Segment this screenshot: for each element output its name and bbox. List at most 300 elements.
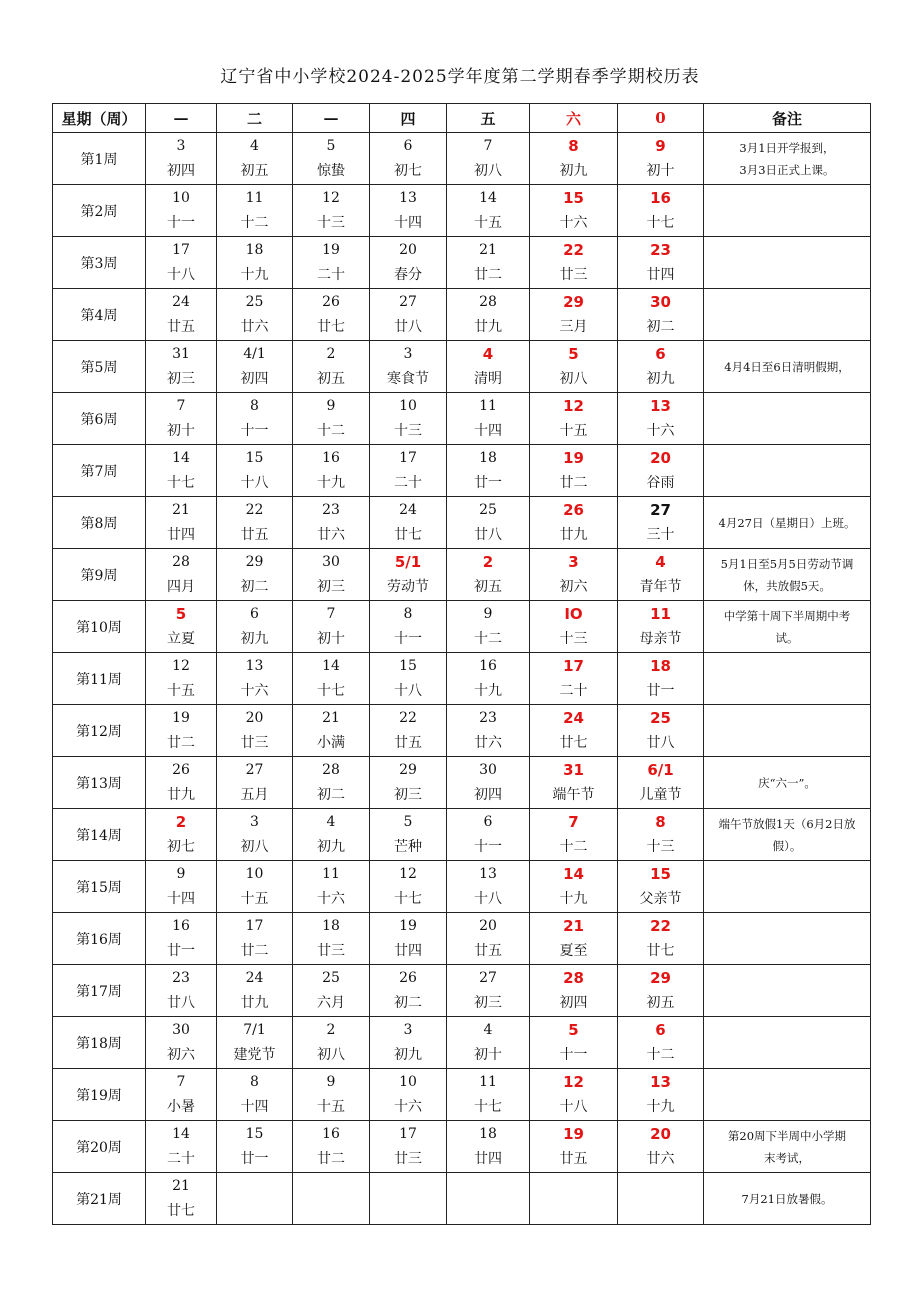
lunar-date — [530, 1199, 617, 1224]
date-number: 3 — [403, 346, 413, 362]
date-number: 9 — [176, 866, 186, 882]
day-cell — [217, 1121, 293, 1173]
date-number: 4 — [326, 814, 336, 830]
lunar-date: 廿九 — [240, 995, 269, 1011]
lunar-date: 廿七 — [394, 527, 422, 543]
lunar-date: 十九 — [240, 267, 269, 283]
day-cell — [370, 653, 447, 705]
lunar-date: 廿八 — [474, 527, 502, 543]
date-number: 15 — [245, 450, 264, 466]
day-cell — [293, 601, 370, 653]
date-number: 2 — [326, 346, 336, 362]
lunar-date: 初五 — [240, 163, 269, 179]
lunar-date — [618, 1199, 703, 1224]
day-cell — [217, 445, 293, 497]
day-cell — [217, 601, 293, 653]
date-number: 21 — [172, 502, 190, 518]
day-cell — [293, 497, 370, 549]
lunar-date: 初九 — [317, 839, 345, 855]
date-number: 6 — [250, 606, 259, 622]
day-cell — [293, 393, 370, 445]
date-number: 11 — [245, 190, 264, 206]
week-row — [53, 861, 871, 913]
lunar-date: 廿四 — [394, 943, 422, 959]
day-cell — [146, 757, 217, 809]
date-number: 21 — [479, 242, 497, 258]
date-number: 16 — [322, 450, 340, 466]
date-number: 26 — [563, 501, 584, 519]
lunar-date: 十七 — [646, 215, 675, 231]
lunar-date: 初二 — [646, 319, 675, 335]
header-wed: — — [293, 104, 370, 133]
note-cell — [704, 913, 871, 965]
lunar-date: 清明 — [474, 371, 502, 387]
date-number: 18 — [650, 657, 671, 675]
date-number: 27 — [650, 501, 671, 519]
note-cell: 第20周下半周中小学期 末考试， — [704, 1121, 871, 1173]
date-number: 13 — [650, 1073, 671, 1091]
date-number: 15 — [563, 189, 584, 207]
lunar-date: 初九 — [240, 631, 269, 647]
week-label: 第17周 — [53, 965, 146, 1017]
day-cell — [217, 1069, 293, 1121]
date-number: 23 — [650, 241, 671, 259]
day-cell — [447, 1069, 530, 1121]
day-cell — [293, 289, 370, 341]
week-row — [53, 185, 871, 237]
lunar-date: 十八 — [559, 1099, 588, 1115]
lunar-date: 廿四 — [167, 527, 195, 543]
day-cell — [618, 913, 704, 965]
header-sat: 六 — [530, 104, 618, 133]
day-cell — [618, 1121, 704, 1173]
day-cell — [293, 185, 370, 237]
date-number: 22 — [650, 917, 671, 935]
day-cell — [447, 133, 530, 185]
week-label: 第2周 — [53, 185, 146, 237]
lunar-date: 十二 — [559, 839, 588, 855]
day-cell — [447, 757, 530, 809]
date-number: 7 — [568, 813, 579, 831]
day-cell — [530, 913, 618, 965]
day-cell — [530, 341, 618, 393]
day-cell — [146, 1069, 217, 1121]
header-week: 星期（周） — [53, 104, 146, 133]
lunar-date: 父亲节 — [639, 891, 682, 907]
week-row — [53, 133, 871, 185]
date-number: 16 — [479, 658, 497, 674]
day-cell — [618, 653, 704, 705]
day-cell — [447, 809, 530, 861]
lunar-date: 十七 — [474, 1099, 502, 1115]
day-cell — [370, 965, 447, 1017]
date-number: 14 — [479, 190, 497, 206]
lunar-date: 廿四 — [646, 267, 675, 283]
day-cell — [370, 913, 447, 965]
day-cell — [447, 1173, 530, 1225]
note-cell: 4月4日至6日清明假期， — [704, 341, 871, 393]
note-cell: 5月1日至5月5日劳动节调 休，共放假5天。 — [704, 549, 871, 601]
lunar-date: 五月 — [240, 787, 269, 803]
note-cell — [704, 445, 871, 497]
lunar-date: 十九 — [559, 891, 588, 907]
date-number: 12 — [172, 658, 190, 674]
date-number: 9 — [483, 606, 493, 622]
lunar-date: 端午节 — [552, 787, 595, 803]
lunar-date: 十九 — [646, 1099, 675, 1115]
date-number: 24 — [563, 709, 584, 727]
week-label: 第12周 — [53, 705, 146, 757]
date-number: 29 — [563, 293, 584, 311]
date-number: 31 — [172, 346, 190, 362]
date-number: 19 — [563, 1125, 584, 1143]
lunar-date: 小满 — [317, 735, 345, 751]
lunar-date: 十四 — [394, 215, 422, 231]
date-number: 2 — [326, 1022, 336, 1038]
day-cell — [146, 653, 217, 705]
lunar-date: 十四 — [167, 891, 195, 907]
note-cell: 端午节放假1天（6月2日放 假）。 — [704, 809, 871, 861]
date-number: 29 — [650, 969, 671, 987]
day-cell — [370, 185, 447, 237]
lunar-date: 十四 — [474, 423, 502, 439]
day-cell — [447, 497, 530, 549]
day-cell — [146, 445, 217, 497]
lunar-date: 十五 — [559, 423, 588, 439]
lunar-date: 十八 — [167, 267, 195, 283]
day-cell — [530, 445, 618, 497]
lunar-date: 廿三 — [394, 1151, 422, 1167]
lunar-date: 初七 — [394, 163, 422, 179]
date-number: 3 — [250, 814, 259, 830]
day-cell — [370, 1069, 447, 1121]
date-number: 11 — [479, 398, 497, 414]
day-cell — [447, 549, 530, 601]
day-cell — [293, 861, 370, 913]
lunar-date: 廿七 — [167, 1203, 195, 1219]
date-number — [293, 1173, 369, 1199]
day-cell — [146, 1017, 217, 1069]
day-cell — [618, 601, 704, 653]
lunar-date: 十五 — [240, 891, 269, 907]
week-label: 第5周 — [53, 341, 146, 393]
day-cell — [618, 237, 704, 289]
header-sun: 0 — [618, 104, 704, 133]
day-cell — [370, 289, 447, 341]
lunar-date: 廿一 — [167, 943, 195, 959]
lunar-date: 廿五 — [167, 319, 195, 335]
week-label: 第7周 — [53, 445, 146, 497]
header-row — [53, 104, 871, 133]
lunar-date: 三十 — [646, 527, 675, 543]
day-cell — [618, 133, 704, 185]
lunar-date: 二十 — [167, 1151, 195, 1167]
week-label: 第21周 — [53, 1173, 146, 1225]
day-cell — [146, 185, 217, 237]
date-number: 14 — [172, 1126, 190, 1142]
day-cell — [146, 601, 217, 653]
date-number: 9 — [655, 137, 666, 155]
lunar-date: 廿四 — [474, 1151, 502, 1167]
day-cell — [293, 237, 370, 289]
day-cell — [217, 185, 293, 237]
note-cell — [704, 965, 871, 1017]
note-cell: 4月27日（星期日）上班。 — [704, 497, 871, 549]
week-row — [53, 237, 871, 289]
day-cell — [447, 1121, 530, 1173]
week-row — [53, 1121, 871, 1173]
lunar-date: 十二 — [240, 215, 269, 231]
day-cell — [293, 445, 370, 497]
lunar-date: 二十 — [394, 475, 422, 491]
lunar-date: 初十 — [317, 631, 345, 647]
lunar-date: 廿二 — [474, 267, 502, 283]
date-number: 23 — [479, 710, 497, 726]
note-cell — [704, 393, 871, 445]
week-label: 第18周 — [53, 1017, 146, 1069]
day-cell — [293, 757, 370, 809]
week-label: 第4周 — [53, 289, 146, 341]
date-number — [447, 1173, 529, 1199]
date-number: 20 — [399, 242, 417, 258]
day-cell — [217, 393, 293, 445]
day-cell — [530, 289, 618, 341]
lunar-date: 初三 — [317, 579, 345, 595]
day-cell — [447, 445, 530, 497]
lunar-date: 夏至 — [559, 943, 588, 959]
day-cell — [146, 341, 217, 393]
date-number: 10 — [172, 190, 190, 206]
day-cell — [293, 1017, 370, 1069]
day-cell — [370, 497, 447, 549]
lunar-date: 十七 — [317, 683, 345, 699]
lunar-date: 十六 — [559, 215, 588, 231]
lunar-date: 廿三 — [559, 267, 588, 283]
date-number: 25 — [479, 502, 497, 518]
date-number: 6/1 — [647, 761, 674, 779]
date-number: 17 — [563, 657, 584, 675]
date-number: 30 — [322, 554, 340, 570]
date-number: 30 — [479, 762, 497, 778]
week-label: 第16周 — [53, 913, 146, 965]
day-cell — [447, 393, 530, 445]
lunar-date: 十六 — [646, 423, 675, 439]
date-number: 12 — [399, 866, 417, 882]
lunar-date: 廿六 — [240, 319, 269, 335]
lunar-date: 十八 — [394, 683, 422, 699]
day-cell — [618, 341, 704, 393]
lunar-date: 廿二 — [167, 735, 195, 751]
day-cell — [293, 913, 370, 965]
date-number: 6 — [655, 345, 666, 363]
day-cell — [370, 1017, 447, 1069]
page-title: 辽宁省中小学校2024-2025学年度第二学期春季学期校历表 — [220, 67, 700, 87]
date-number: 20 — [479, 918, 497, 934]
date-number: 10 — [399, 1074, 417, 1090]
lunar-date: 十二 — [317, 423, 345, 439]
day-cell — [217, 1173, 293, 1225]
date-number: 16 — [650, 189, 671, 207]
date-number: 27 — [245, 762, 264, 778]
date-number: 8 — [403, 606, 413, 622]
day-cell — [618, 1017, 704, 1069]
lunar-date: 初四 — [474, 787, 502, 803]
day-cell — [447, 913, 530, 965]
lunar-date: 廿二 — [559, 475, 588, 491]
date-number: 10 — [399, 398, 417, 414]
lunar-date: 初八 — [317, 1047, 345, 1063]
lunar-date: 十六 — [240, 683, 269, 699]
week-row — [53, 757, 871, 809]
date-number: 6 — [655, 1021, 666, 1039]
date-number: 5/1 — [394, 553, 422, 571]
date-number: 5 — [175, 605, 187, 623]
day-cell — [447, 185, 530, 237]
day-cell — [530, 185, 618, 237]
date-number: 18 — [245, 242, 264, 258]
date-number: IO — [564, 605, 583, 623]
date-number: 19 — [172, 710, 190, 726]
day-cell — [146, 497, 217, 549]
date-number: 7 — [176, 398, 186, 414]
lunar-date: 青年节 — [639, 579, 682, 595]
lunar-date: 十五 — [474, 215, 502, 231]
lunar-date: 十八 — [474, 891, 502, 907]
lunar-date: 初八 — [474, 163, 502, 179]
day-cell — [530, 549, 618, 601]
date-number: 29 — [399, 762, 417, 778]
lunar-date: 廿三 — [317, 943, 345, 959]
lunar-date: 惊蛰 — [317, 163, 345, 179]
date-number: 19 — [322, 242, 340, 258]
day-cell — [293, 1173, 370, 1225]
week-label: 第19周 — [53, 1069, 146, 1121]
date-number: 13 — [650, 397, 671, 415]
lunar-date: 廿六 — [646, 1151, 675, 1167]
lunar-date: 十九 — [474, 683, 502, 699]
lunar-date: 初八 — [559, 371, 588, 387]
day-cell — [530, 237, 618, 289]
date-number: 29 — [245, 554, 264, 570]
week-label: 第1周 — [53, 133, 146, 185]
lunar-date: 廿五 — [474, 943, 502, 959]
week-row — [53, 1173, 871, 1225]
date-number: 15 — [399, 658, 417, 674]
date-number: 15 — [650, 865, 671, 883]
date-number: 4/1 — [243, 346, 266, 362]
note-cell — [704, 237, 871, 289]
day-cell — [618, 185, 704, 237]
day-cell — [618, 965, 704, 1017]
date-number: 7 — [176, 1074, 186, 1090]
lunar-date: 廿八 — [394, 319, 422, 335]
date-number: 19 — [563, 449, 584, 467]
date-number: 25 — [322, 970, 340, 986]
date-number: 28 — [322, 762, 340, 778]
lunar-date: 初八 — [240, 839, 269, 855]
day-cell — [618, 497, 704, 549]
date-number: 28 — [172, 554, 190, 570]
day-cell — [370, 445, 447, 497]
note-cell — [704, 861, 871, 913]
week-label: 第11周 — [53, 653, 146, 705]
lunar-date: 廿二 — [240, 943, 269, 959]
day-cell — [146, 289, 217, 341]
day-cell — [618, 861, 704, 913]
date-number: 27 — [479, 970, 497, 986]
day-cell — [146, 549, 217, 601]
day-cell — [370, 1121, 447, 1173]
date-number: 21 — [563, 917, 584, 935]
lunar-date: 十五 — [167, 683, 195, 699]
date-number: 27 — [399, 294, 417, 310]
lunar-date: 初三 — [167, 371, 195, 387]
date-number: 11 — [322, 866, 340, 882]
note-cell — [704, 1017, 871, 1069]
day-cell — [293, 705, 370, 757]
lunar-date: 二十 — [559, 683, 588, 699]
day-cell — [530, 1173, 618, 1225]
date-number: 10 — [245, 866, 264, 882]
day-cell — [447, 705, 530, 757]
day-cell — [530, 1017, 618, 1069]
lunar-date: 廿五 — [394, 735, 422, 751]
week-label: 第15周 — [53, 861, 146, 913]
day-cell — [530, 861, 618, 913]
week-row — [53, 965, 871, 1017]
day-cell — [146, 913, 217, 965]
lunar-date: 劳动节 — [387, 579, 429, 595]
lunar-date: 十六 — [317, 891, 345, 907]
lunar-date: 廿八 — [646, 735, 675, 751]
lunar-date: 廿七 — [646, 943, 675, 959]
week-row — [53, 445, 871, 497]
header-mon: — — [146, 104, 217, 133]
lunar-date — [447, 1199, 529, 1224]
date-number: 13 — [479, 866, 497, 882]
date-number — [217, 1173, 292, 1199]
week-label: 第9周 — [53, 549, 146, 601]
school-calendar-table — [52, 103, 871, 1225]
lunar-date: 十四 — [240, 1099, 269, 1115]
week-label: 第10周 — [53, 601, 146, 653]
day-cell — [530, 705, 618, 757]
day-cell — [146, 133, 217, 185]
date-number: 5 — [326, 138, 336, 154]
day-cell — [530, 497, 618, 549]
date-number: 14 — [172, 450, 190, 466]
date-number: 8 — [250, 398, 259, 414]
date-number: 26 — [322, 294, 340, 310]
lunar-date: 初十 — [646, 163, 675, 179]
lunar-date: 十八 — [240, 475, 269, 491]
date-number: 5 — [568, 1021, 579, 1039]
day-cell — [146, 1121, 217, 1173]
day-cell — [447, 653, 530, 705]
lunar-date: 廿七 — [317, 319, 345, 335]
day-cell — [530, 809, 618, 861]
day-cell — [447, 289, 530, 341]
day-cell — [370, 341, 447, 393]
date-number: 2 — [175, 813, 187, 831]
lunar-date: 四月 — [167, 579, 195, 595]
lunar-date: 十三 — [646, 839, 675, 855]
note-cell: 中学第十周下半周期中考 试。 — [704, 601, 871, 653]
lunar-date: 廿九 — [559, 527, 588, 543]
date-number: 17 — [245, 918, 264, 934]
day-cell — [618, 289, 704, 341]
date-number — [370, 1173, 446, 1199]
